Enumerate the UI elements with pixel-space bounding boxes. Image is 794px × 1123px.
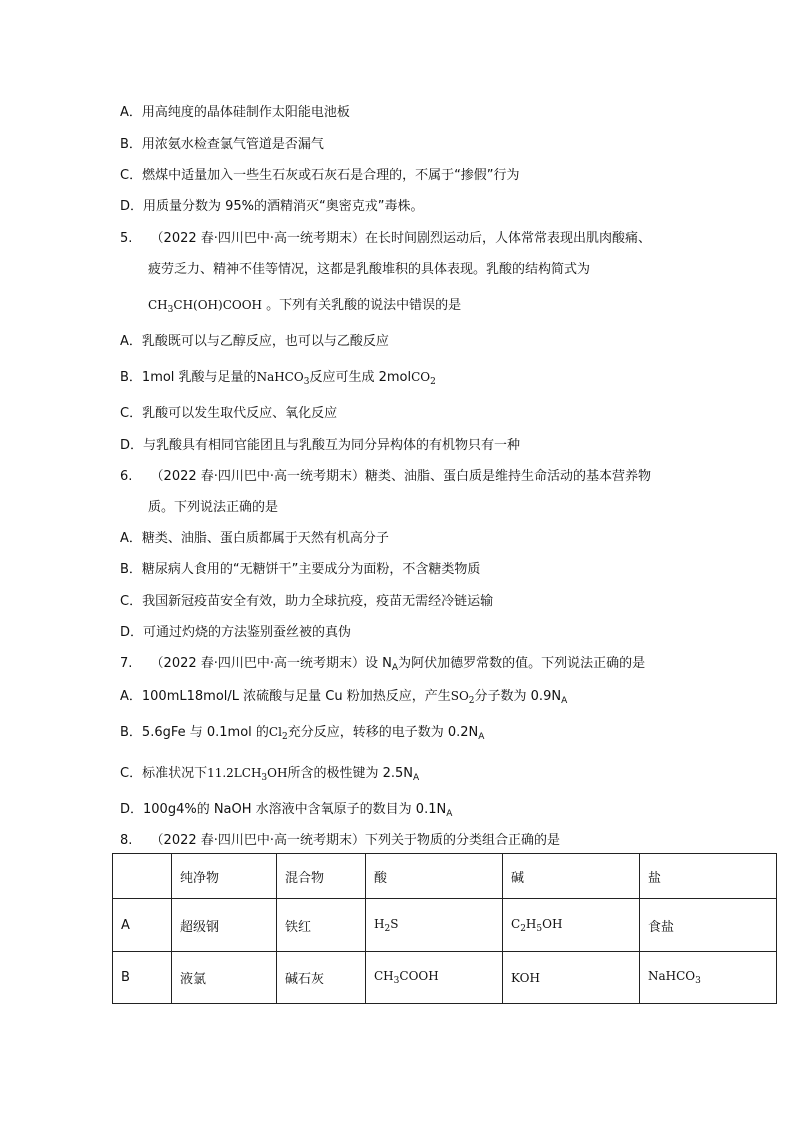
q7-option-a: A．100mL18mol/L 浓硫酸与足量 Cu 粉加热反应，产生$SO_2$分子数为 $0.9N_A$ <box>120 689 568 706</box>
q5-stem-line2: 疲劳乏力、精神不佳等情况，这都是乳酸堆积的具体表现。乳酸的结构简式为 <box>148 262 591 277</box>
table-header-cell: 混合物 <box>277 854 366 899</box>
q4-option-c: C．燃煤中适量加入一些生石灰或石灰石是合理的，不属于“掺假”行为 <box>120 168 520 183</box>
q8-stem: 8. （2022 春·四川巴中·高一统考期末）下列关于物质的分类组合正确的是 <box>120 833 561 848</box>
q5-stem-line1: 5. （2022 春·四川巴中·高一统考期末）在长时间剧烈运动后，人体常常表现出肌肉酸痛、 <box>120 231 652 246</box>
table-cell: 液氯 <box>172 952 277 1004</box>
table-cell: $H_2S$ <box>366 899 503 952</box>
q4-option-d: D．用质量分数为 95%的酒精消灭“奥密克戎”毒株。 <box>120 199 424 214</box>
q6-option-c: C．我国新冠疫苗安全有效，助力全球抗疫，疫苗无需经冷链运输 <box>120 594 494 609</box>
q6-stem-line2: 质。下列说法正确的是 <box>148 500 279 515</box>
table-cell: $C_2H_5OH$ <box>503 899 640 952</box>
q7-number: 7. <box>120 656 133 671</box>
table-cell: NaHCO$_3$ <box>640 952 777 1004</box>
table-header-cell: 碱 <box>503 854 640 899</box>
table-cell: 碱石灰 <box>277 952 366 1004</box>
q5-lactic-acid-formula: $CH_3CH(OH)COOH$ <box>148 298 263 315</box>
q6-stem-line1: 6. （2022 春·四川巴中·高一统考期末）糖类、油脂、蛋白质是维持生命活动的基本营养物 <box>120 469 652 484</box>
q6-option-a: A．糖类、油脂、蛋白质都属于天然有机高分子 <box>120 531 389 546</box>
table-header-cell: 纯净物 <box>172 854 277 899</box>
table-cell: KOH <box>503 952 640 1004</box>
q5-option-b: B．1mol 乳酸与足量的NaHCO$_3$反应可生成 2molCO$_2$ <box>120 370 436 387</box>
q5-number: 5. <box>120 231 133 246</box>
q4-option-a: A．用高纯度的晶体硅制作太阳能电池板 <box>120 105 350 120</box>
q7-option-c: C．标准状况下$11.2LCH_3OH$所含的极性键为 $2.5N_A$ <box>120 766 420 783</box>
q5-option-d: D．与乳酸具有相同官能团且与乳酸互为同分异构体的有机物只有一种 <box>120 438 521 453</box>
q4-option-b: B．用浓氨水检查氯气管道是否漏气 <box>120 137 324 152</box>
q7-option-d: D．100g4%的 NaOH 水溶液中含氧原子的数目为 $0.1N_A$ <box>120 802 453 819</box>
q7-stem: 7. （2022 春·四川巴中·高一统考期末）设 $N_A$为阿伏加德罗常数的值。下列说法正确的是 <box>120 656 646 673</box>
classification-table <box>112 853 777 1004</box>
q6-number: 6. <box>120 469 133 484</box>
q5-option-a: A．乳酸既可以与乙醇反应，也可以与乙酸反应 <box>120 334 389 349</box>
table-header-row <box>113 854 777 899</box>
table-header-cell: 酸 <box>366 854 503 899</box>
q6-option-b: B．糖尿病人食用的“无糖饼干”主要成分为面粉，不含糖类物质 <box>120 562 481 577</box>
q6-option-d: D．可通过灼烧的方法鉴别蚕丝被的真伪 <box>120 625 352 640</box>
q7-option-b: B．5.6gFe 与 0.1mol 的$Cl_2$充分反应，转移的电子数为 $0.2N_A$ <box>120 725 485 742</box>
table-cell: 超级钢 <box>172 899 277 952</box>
table-header-cell: 盐 <box>640 854 777 899</box>
table-header-cell <box>113 854 172 899</box>
q5-stem-line3: $CH_3CH(OH)COOH$ 。下列有关乳酸的说法中错误的是 <box>148 298 462 315</box>
table-row <box>113 899 777 952</box>
table-cell: 食盐 <box>640 899 777 952</box>
table-cell-label: A <box>113 899 172 952</box>
table-cell: $CH_3COOH$ <box>366 952 503 1004</box>
table-cell-label: B <box>113 952 172 1004</box>
table-row <box>113 952 777 1004</box>
q8-number: 8. <box>120 833 133 848</box>
table-cell: 铁红 <box>277 899 366 952</box>
q5-option-c: C．乳酸可以发生取代反应、氧化反应 <box>120 406 338 421</box>
